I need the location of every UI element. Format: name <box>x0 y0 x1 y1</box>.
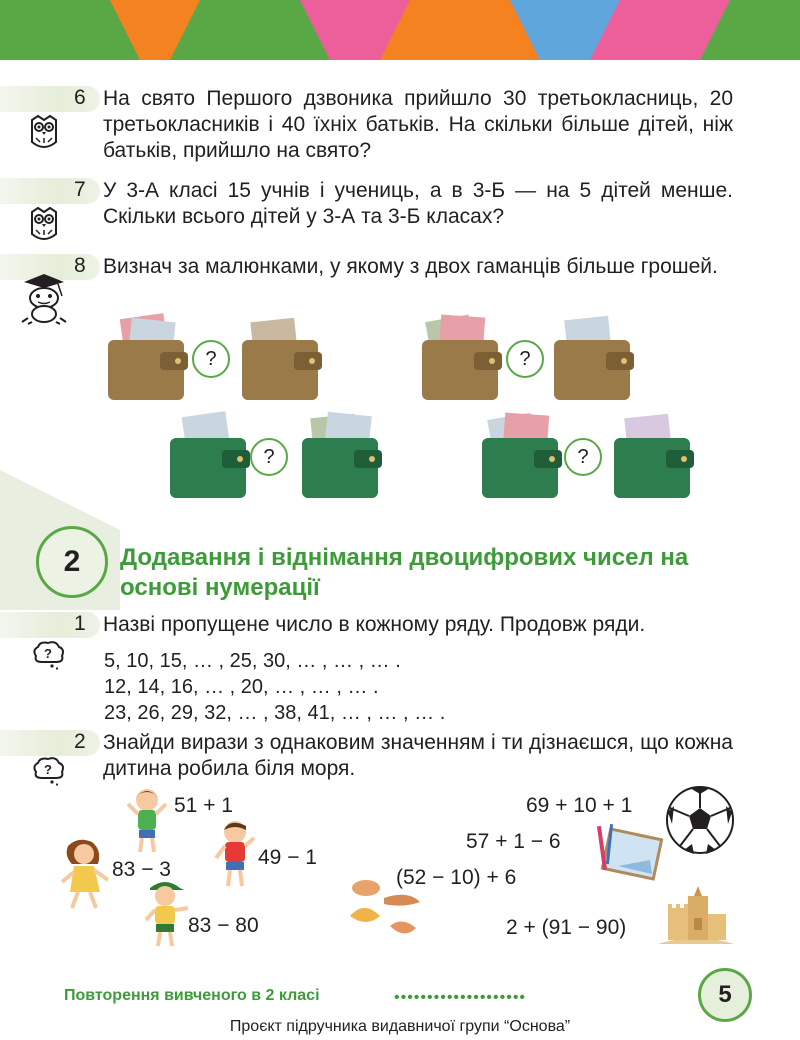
lesson-title: Додавання і віднімання двоцифрових чисел на основі нумерації <box>120 544 689 601</box>
expression: 2 + (91 − 90) <box>506 916 627 939</box>
footer-label: Повторення вивченого в 2 класі <box>64 987 320 1004</box>
number-row: 5, 10, 15, … , 25, 30, … , … , … . <box>104 650 401 672</box>
page-number: 5 <box>698 968 752 1022</box>
painting-icon <box>592 820 664 886</box>
compare-question-circle: ? <box>250 438 288 476</box>
child-icon <box>212 818 258 890</box>
top-color-banner <box>0 0 800 60</box>
wallet-icon <box>610 410 698 502</box>
seashell-icon <box>344 876 428 944</box>
task-number: 1 <box>74 612 86 635</box>
expression: 69 + 10 + 1 <box>526 794 633 817</box>
wallet-icon <box>238 312 326 404</box>
task-number: 6 <box>74 86 86 109</box>
number-row: 12, 14, 16, … , 20, … , … , … . <box>104 676 379 698</box>
task-number: 8 <box>74 254 86 277</box>
task-text: Назві пропущене число в кожному ряду. Продовж ряди. <box>103 613 646 636</box>
owl-icon <box>24 112 64 152</box>
thinking-cloud-icon <box>30 640 66 670</box>
wallet-icon <box>478 410 566 502</box>
task-number: 2 <box>74 730 86 753</box>
expression: 57 + 1 − 6 <box>466 830 561 853</box>
wallet-icon <box>104 312 192 404</box>
owl-icon <box>24 204 64 244</box>
svg-text:?: ? <box>44 762 52 777</box>
task-text: Визнач за малюнками, у якому з двох гаманців більше грошей. <box>103 255 718 278</box>
wallet-icon <box>166 410 254 502</box>
footer-dots: •••••••••••••••••••• <box>394 989 527 1006</box>
task-number: 7 <box>74 178 86 201</box>
svg-text:?: ? <box>44 646 52 661</box>
number-row: 23, 26, 29, 32, … , 38, 41, … , … , … . <box>104 702 446 724</box>
expression: 49 − 1 <box>258 846 317 869</box>
expression: 51 + 1 <box>174 794 233 817</box>
child-icon <box>58 836 116 912</box>
wallet-icon <box>550 312 638 404</box>
frog-graduate-icon <box>18 270 70 326</box>
child-icon <box>124 786 170 856</box>
child-icon <box>140 876 190 948</box>
expression: (52 − 10) + 6 <box>396 866 517 889</box>
lesson-number-badge: 2 <box>36 526 108 598</box>
wallet-icon <box>418 312 506 404</box>
compare-question-circle: ? <box>564 438 602 476</box>
number-rows <box>104 648 445 726</box>
compare-question-circle: ? <box>506 340 544 378</box>
wallet-icon <box>298 410 386 502</box>
thinking-cloud-icon <box>30 756 66 786</box>
expression: 83 − 80 <box>188 914 259 937</box>
task-text: Знайди вирази з однаковим значенням і ти дізнаєшся, що кожна дитина робила біля моря. <box>103 731 733 780</box>
sandcastle-icon <box>654 880 738 948</box>
project-note: Проєкт підручника видавничої групи “Основа” <box>229 1018 571 1035</box>
compare-question-circle: ? <box>192 340 230 378</box>
expression: 83 − 3 <box>112 858 171 881</box>
soccer-ball-icon <box>664 784 736 856</box>
task-text: У 3-А класі 15 учнів і учениць, а в 3-Б — на 5 дітей менше. Скільки всього дітей у 3-А та 3-Б класах? <box>103 179 733 228</box>
task-text: На свято Першого дзвоника прийшло 30 третьокласниць, 20 третьокласників і 40 їхніх батьків. На скільки більше дітей, ніж батьків, прийшло на свято? <box>103 87 733 162</box>
